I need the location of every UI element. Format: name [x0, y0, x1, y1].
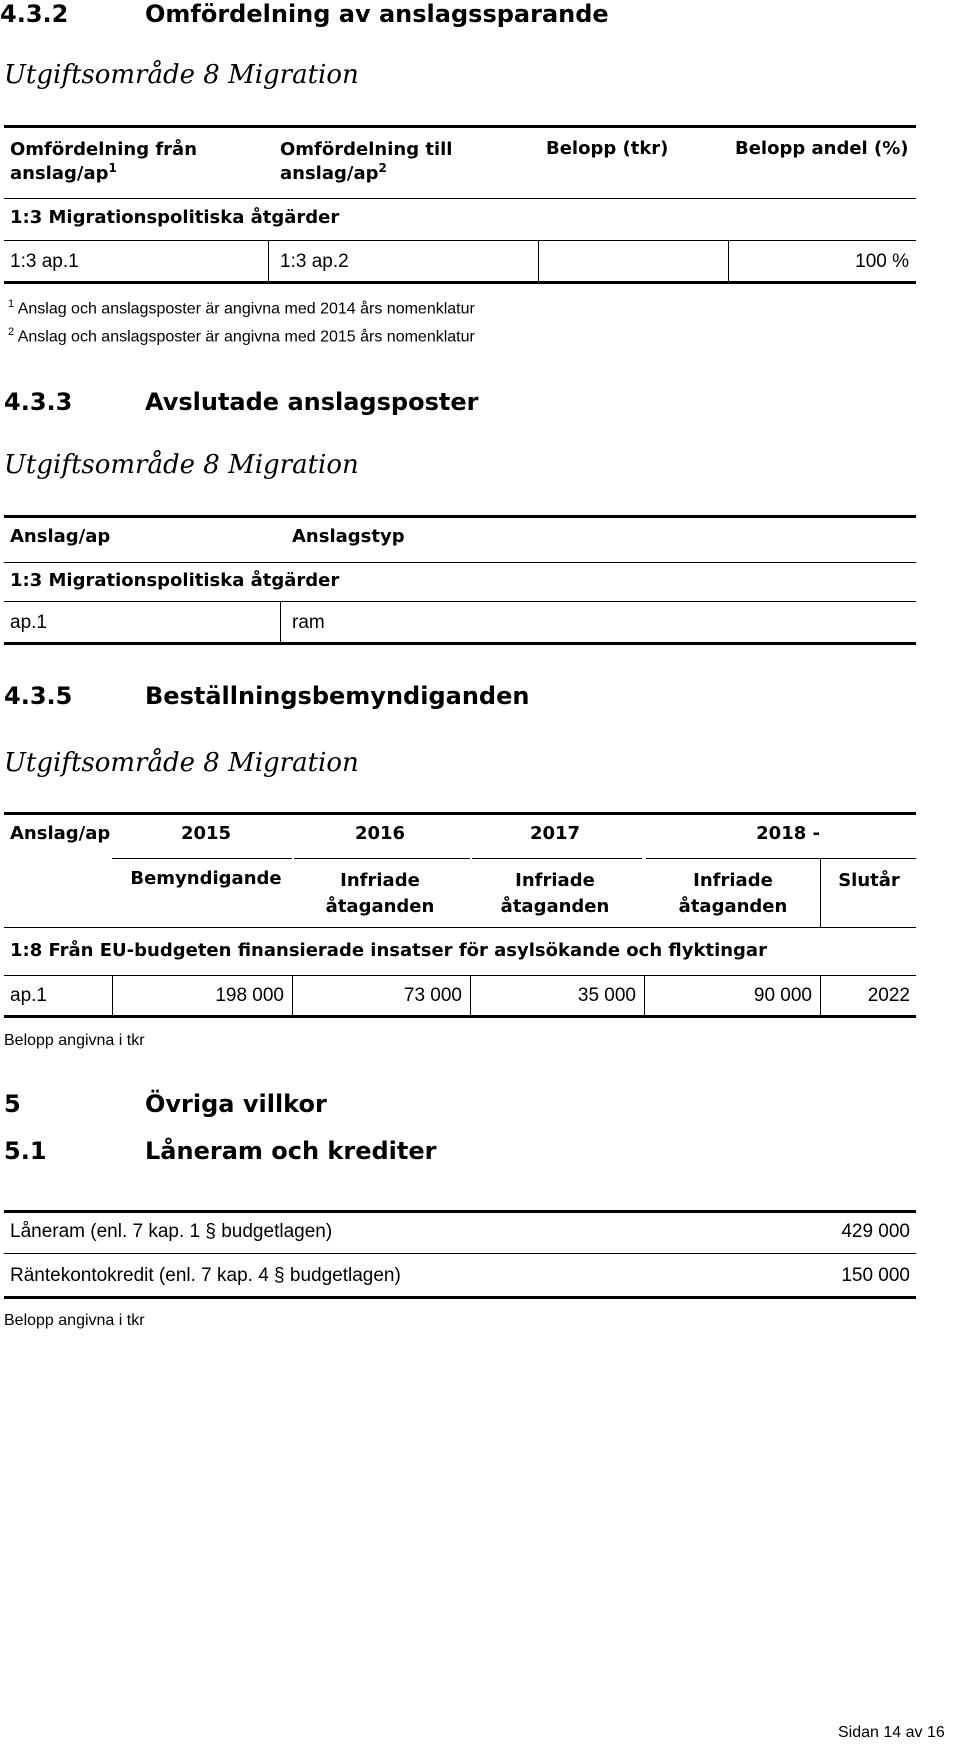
footnote-ref: 1	[108, 161, 117, 175]
col-header-amount: Belopp (tkr)	[546, 138, 669, 159]
header-line: Infriade	[340, 870, 420, 891]
table-rule	[4, 1253, 916, 1254]
footnote-number: 2	[8, 326, 15, 338]
section-number: 4.3.2	[0, 0, 69, 28]
col-header-2017: 2017	[529, 823, 581, 844]
col-divider	[268, 241, 269, 281]
heading-5	[4, 1090, 960, 1120]
col-header-2018: 2018 -	[756, 823, 820, 844]
section-number: 4.3.3	[4, 388, 73, 416]
heading-5-1	[4, 1137, 960, 1167]
cell-to: 1:3 ap.2	[280, 251, 349, 272]
col-divider	[112, 976, 113, 1016]
section-title: Avslutade anslagsposter	[145, 388, 479, 416]
section-number: 4.3.5	[4, 682, 73, 710]
table-rule	[4, 515, 916, 518]
col-header-infriade-2016	[290, 868, 470, 920]
col-divider	[280, 602, 281, 642]
heading-4-3-2	[0, 0, 960, 30]
col-divider	[728, 241, 729, 281]
table-rule	[4, 812, 916, 815]
section-title: Övriga villkor	[145, 1090, 327, 1118]
cell-ap: ap.1	[10, 612, 47, 633]
footnote-number: 1	[8, 298, 15, 310]
header-line: åtaganden	[678, 896, 788, 917]
col-header-ap: Anslag/ap	[10, 526, 111, 547]
footnote-1	[8, 298, 475, 318]
table-rule	[4, 975, 916, 976]
cell-ap: ap.1	[10, 985, 47, 1006]
group-row: 1:3 Migrationspolitiska åtgärder	[10, 570, 340, 591]
table-rule	[4, 125, 916, 128]
col-header-type: Anslagstyp	[292, 526, 405, 547]
footnote-text: Anslag och anslagsposter är angivna med 2014 års nomenklatur	[17, 300, 475, 318]
col-header-share: Belopp andel (%)	[735, 138, 909, 159]
header-rule	[472, 858, 642, 859]
subtitle: Utgiftsområde 8 Migration	[4, 60, 359, 90]
table-rule	[4, 281, 916, 284]
col-divider	[644, 976, 645, 1016]
col-header-to	[280, 138, 480, 186]
header-line: åtaganden	[325, 896, 435, 917]
section-number: 5	[4, 1090, 21, 1118]
subtitle: Utgiftsområde 8 Migration	[4, 748, 359, 778]
table-rule	[4, 198, 916, 199]
section-title: Omfördelning av anslagssparande	[145, 0, 609, 28]
loan-row-value: 429 000	[841, 1221, 910, 1242]
heading-4-3-3	[4, 388, 960, 418]
table-rule	[4, 1015, 916, 1018]
col-header-from-text: Omfördelning från anslag/ap	[10, 139, 198, 184]
footnote-text: Anslag och anslagsposter är angivna med 2015 års nomenklatur	[17, 328, 475, 346]
table-rule	[4, 601, 916, 602]
cell-share: 100 %	[855, 251, 909, 272]
footnote-2	[8, 326, 475, 346]
cell-2017: 35 000	[577, 985, 636, 1006]
col-header-bemyndigande: Bemyndigande	[130, 868, 282, 889]
col-divider	[538, 241, 539, 281]
table-rule	[4, 1296, 916, 1299]
header-line: åtaganden	[500, 896, 610, 917]
col-header-2016: 2016	[354, 823, 406, 844]
table-rule	[4, 240, 916, 241]
col-divider	[820, 859, 821, 927]
credit-row-value: 150 000	[841, 1265, 910, 1286]
col-header-ap: Anslag/ap	[10, 823, 111, 844]
table-rule	[4, 562, 916, 563]
heading-4-3-5	[4, 682, 960, 712]
cell-type: ram	[292, 612, 325, 633]
amount-note: Belopp angivna i tkr	[4, 1312, 145, 1329]
subtitle: Utgiftsområde 8 Migration	[4, 450, 359, 480]
col-header-infriade-2017	[468, 868, 642, 920]
col-header-from	[10, 138, 250, 186]
col-divider	[820, 976, 821, 1016]
header-line: Infriade	[515, 870, 595, 891]
cell-from: 1:3 ap.1	[10, 251, 79, 272]
credit-row-label: Räntekontokredit (enl. 7 kap. 4 § budgetlagen)	[10, 1265, 401, 1286]
cell-2018: 90 000	[753, 985, 812, 1006]
col-header-infriade-2018	[646, 868, 820, 920]
header-line: Infriade	[693, 870, 773, 891]
col-divider	[292, 976, 293, 1016]
col-divider	[470, 976, 471, 1016]
cell-2015: 198 000	[215, 985, 284, 1006]
group-row: 1:3 Migrationspolitiska åtgärder	[10, 207, 340, 228]
header-rule	[294, 858, 470, 859]
col-header-slutar: Slutår	[838, 870, 900, 891]
section-number: 5.1	[4, 1137, 47, 1165]
amount-note: Belopp angivna i tkr	[4, 1032, 145, 1049]
loan-row-label: Låneram (enl. 7 kap. 1 § budgetlagen)	[10, 1221, 333, 1242]
header-rule	[112, 858, 292, 859]
col-header-2015: 2015	[180, 823, 232, 844]
header-rule	[646, 858, 916, 859]
cell-slutar: 2022	[867, 985, 910, 1006]
col-header-to-text: Omfördelning till anslag/ap	[280, 139, 453, 184]
section-title: Låneram och krediter	[145, 1137, 437, 1165]
table-rule	[4, 642, 916, 645]
table-rule	[4, 1210, 916, 1213]
table-rule	[4, 927, 916, 928]
group-row: 1:8 Från EU-budgeten finansierade insatser för asylsökande och flyktingar	[10, 940, 767, 961]
section-title: Beställningsbemyndiganden	[145, 682, 530, 710]
cell-2016: 73 000	[403, 985, 462, 1006]
footnote-ref: 2	[378, 161, 387, 175]
page-number: Sidan 14 av 16	[838, 1724, 945, 1741]
